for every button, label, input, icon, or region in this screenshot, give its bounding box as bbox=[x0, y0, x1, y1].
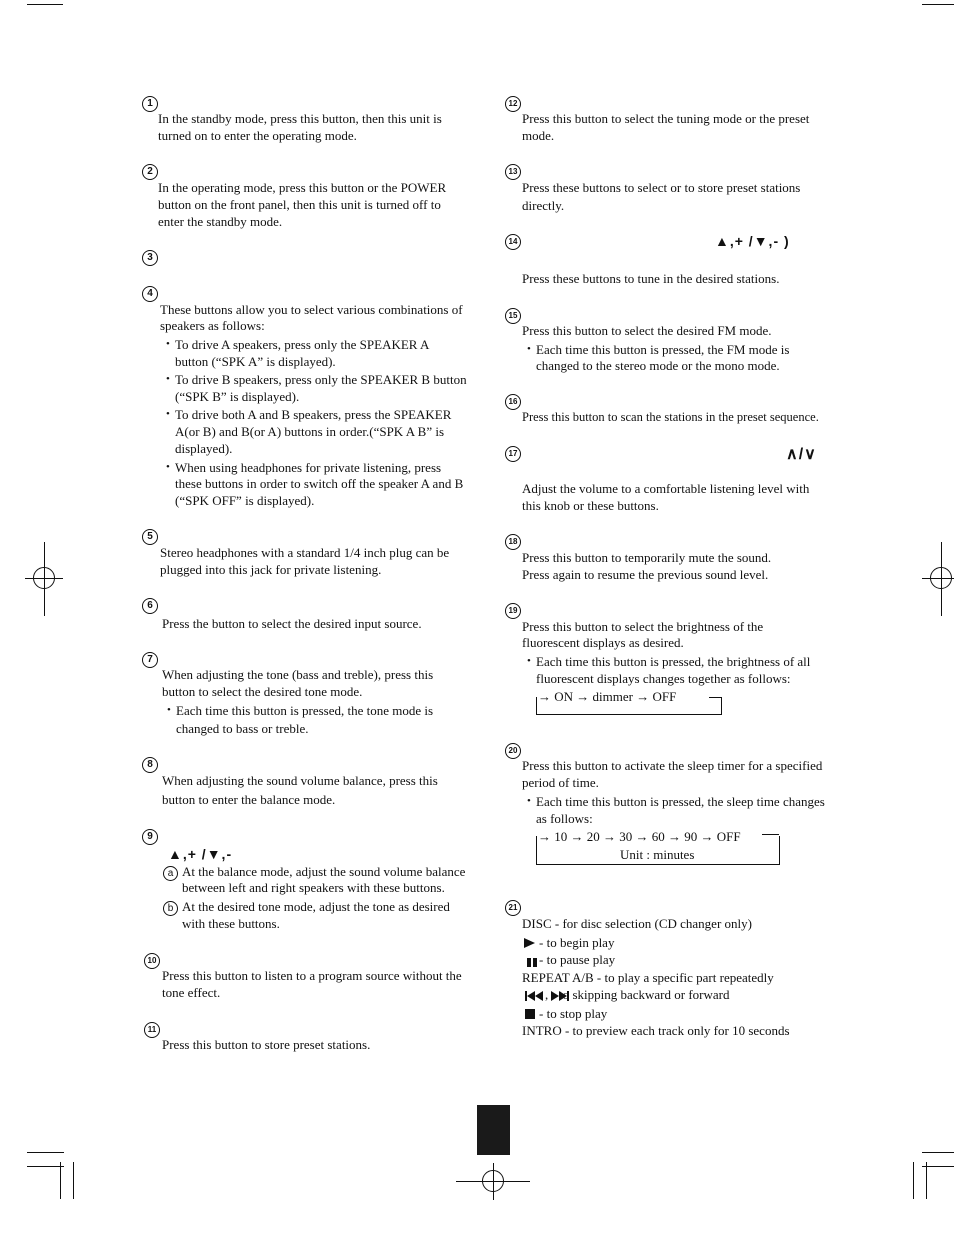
section-number: 11 bbox=[144, 1022, 160, 1038]
bullet-text: A(or B) and B(or A) buttons in order.(“SPK A B” is bbox=[175, 424, 445, 439]
section-text: plugged into this jack for private listening. bbox=[160, 562, 382, 577]
cycle-line bbox=[762, 834, 779, 835]
section-text: Press again to resume the previous sound level. bbox=[522, 567, 769, 582]
bullet-item: • To drive both A and B speakers, press the SPEAKER bbox=[175, 406, 451, 423]
crop-mark bbox=[27, 1152, 64, 1153]
section-text: In the operating mode, press this button or the POWER bbox=[158, 180, 447, 195]
section-text: button to enter the balance mode. bbox=[162, 792, 336, 807]
section-text: mode. bbox=[522, 128, 555, 143]
section-text: - to pause play bbox=[539, 952, 616, 967]
section-text: enter the standby mode. bbox=[158, 214, 283, 229]
bullet-text: as follows: bbox=[536, 811, 593, 826]
play-icon bbox=[523, 937, 536, 949]
section-text: Stereo headphones with a standard 1/4 inch plug can be bbox=[160, 545, 450, 560]
section-text: Press this button to store preset stations. bbox=[162, 1037, 371, 1052]
section-number: 21 bbox=[505, 900, 521, 916]
section-text: tone effect. bbox=[162, 985, 221, 1000]
section-text: INTRO - to preview each track only for 10 seconds bbox=[522, 1023, 790, 1038]
section-text: At the balance mode, adjust the sound volume balance bbox=[182, 864, 466, 879]
bullet-item: • Each time this button is pressed, the sleep time changes bbox=[536, 793, 825, 810]
section-text: period of time. bbox=[522, 775, 599, 790]
bullet-item: • Each time this button is pressed, the brightness of all bbox=[536, 653, 810, 670]
section-number: 19 bbox=[505, 603, 521, 619]
cycle-line bbox=[709, 697, 721, 698]
bullet-text: (“SPK B” is displayed). bbox=[175, 389, 300, 404]
crop-mark bbox=[926, 1162, 927, 1199]
section-number: 15 bbox=[505, 308, 521, 324]
section-number: 16 bbox=[505, 394, 521, 410]
crop-mark bbox=[922, 1152, 954, 1153]
section-text: directly. bbox=[522, 198, 565, 213]
stop-icon bbox=[524, 1008, 536, 1020]
section-text: turned on to enter the operating mode. bbox=[158, 128, 357, 143]
section-text: Press this button to activate the sleep timer for a specified bbox=[522, 758, 823, 773]
section-text: button to select the desired tone mode. bbox=[162, 684, 363, 699]
section-text: DISC - for disc selection (CD changer only) bbox=[522, 916, 752, 931]
section-text: Press the button to select the desired input source. bbox=[162, 616, 422, 631]
sleep-unit: Unit : minutes bbox=[620, 847, 695, 862]
item-marker: a bbox=[163, 866, 178, 881]
section-number: 9 bbox=[142, 829, 158, 845]
skip-back-icon bbox=[524, 990, 544, 1002]
section-text: Press this button to scan the stations in the preset sequence. bbox=[522, 410, 819, 424]
bullet-text: button (“SPK A” is displayed). bbox=[175, 354, 336, 369]
item-marker: b bbox=[163, 901, 178, 916]
section-number: 12 bbox=[505, 96, 521, 112]
section-number: 20 bbox=[505, 743, 521, 759]
crop-mark bbox=[27, 1166, 64, 1167]
sleep-cycle: → 10 → 20 → 30 → 60 → 90 → OFF bbox=[538, 829, 741, 844]
bullet-item: • To drive B speakers, press only the SPEAKER B button bbox=[175, 371, 467, 388]
section-number: 13 bbox=[505, 164, 521, 180]
bullet-text: (“SPK OFF” is displayed). bbox=[175, 493, 315, 508]
section-text: between left and right speakers with these buttons. bbox=[182, 880, 445, 895]
registration-mark bbox=[930, 567, 952, 589]
crop-mark bbox=[913, 1162, 914, 1199]
bullet-item: • To drive A speakers, press only the SPEAKER A bbox=[175, 336, 429, 353]
registration-mark bbox=[33, 567, 55, 589]
section-text: - to begin play bbox=[539, 935, 615, 950]
section-text: Press this button to temporarily mute the sound. bbox=[522, 550, 772, 565]
section-text: At the desired tone mode, adjust the tone as desired bbox=[182, 899, 450, 914]
section-number: 3 bbox=[142, 250, 158, 266]
section-number: 7 bbox=[142, 652, 158, 668]
section-number: 2 bbox=[142, 164, 158, 180]
section-number: 18 bbox=[505, 534, 521, 550]
section-text: When adjusting the sound volume balance, press this bbox=[162, 773, 438, 788]
section-number: 8 bbox=[142, 757, 158, 773]
bullet-item: • When using headphones for private listening, press bbox=[175, 459, 441, 476]
bullet-item: • Each time this button is pressed, the tone mode is bbox=[176, 702, 433, 719]
section-text: with these buttons. bbox=[182, 916, 280, 931]
section-number: 4 bbox=[142, 286, 158, 302]
section-text: Adjust the volume to a comfortable listening level with bbox=[522, 481, 810, 496]
section-number: 6 bbox=[142, 598, 158, 614]
section-text: Press these buttons to select or to store preset stations bbox=[522, 180, 801, 195]
section-text: Press these buttons to tune in the desired stations. bbox=[522, 271, 780, 286]
crop-mark bbox=[60, 1162, 61, 1199]
section-text: button on the front panel, then this unit is turned off to bbox=[158, 197, 441, 212]
section-number: 14 bbox=[505, 234, 521, 250]
section-text: These buttons allow you to select various combinations of bbox=[160, 302, 463, 317]
bullet-text: these buttons in order to switch off the speaker A and B bbox=[175, 476, 464, 491]
bullet-text: changed to the stereo mode or the mono mode. bbox=[536, 358, 780, 373]
page-number-block bbox=[477, 1105, 510, 1155]
bullet-text: changed to bass or treble. bbox=[176, 721, 309, 736]
section-text: speakers as follows: bbox=[160, 318, 265, 333]
section-text: In the standby mode, press this button, then this unit is bbox=[158, 111, 442, 126]
section-text: , - to skipping backward or forward bbox=[545, 987, 730, 1002]
section-number: 10 bbox=[144, 953, 160, 969]
balance-symbol: ▲,+ /▼,- bbox=[168, 846, 233, 862]
pause-icon bbox=[525, 956, 539, 968]
volume-symbol: ∧/∨ bbox=[786, 446, 817, 463]
section-text: Press this button to select the desired FM mode. bbox=[522, 323, 772, 338]
section-number: 5 bbox=[142, 529, 158, 545]
section-text: Press this button to select the tuning mode or the preset bbox=[522, 111, 810, 126]
crop-mark bbox=[27, 4, 63, 5]
section-text: this knob or these buttons. bbox=[522, 498, 659, 513]
section-text: fluorescent displays as desired. bbox=[522, 635, 684, 650]
brightness-cycle: → ON → dimmer → OFF bbox=[538, 689, 677, 704]
tuning-symbol: ▲,+ /▼,- ) bbox=[715, 233, 790, 249]
bullet-text: displayed). bbox=[175, 441, 233, 456]
section-number: 17 bbox=[505, 446, 521, 462]
bullet-text: fluorescent displays changes together as follows: bbox=[536, 671, 791, 686]
registration-mark bbox=[482, 1170, 504, 1192]
section-number: 1 bbox=[142, 96, 158, 112]
section-text: Press this button to select the brightness of the bbox=[522, 619, 764, 634]
crop-mark bbox=[73, 1162, 74, 1199]
section-text: When adjusting the tone (bass and treble), press this bbox=[162, 667, 434, 682]
section-text: - to stop play bbox=[539, 1006, 608, 1021]
crop-mark bbox=[922, 4, 954, 5]
bullet-item: • Each time this button is pressed, the FM mode is bbox=[536, 341, 789, 358]
section-text: Press this button to listen to a program source without the bbox=[162, 968, 462, 983]
section-text: REPEAT A/B - to play a specific part repeatedly bbox=[522, 970, 774, 985]
